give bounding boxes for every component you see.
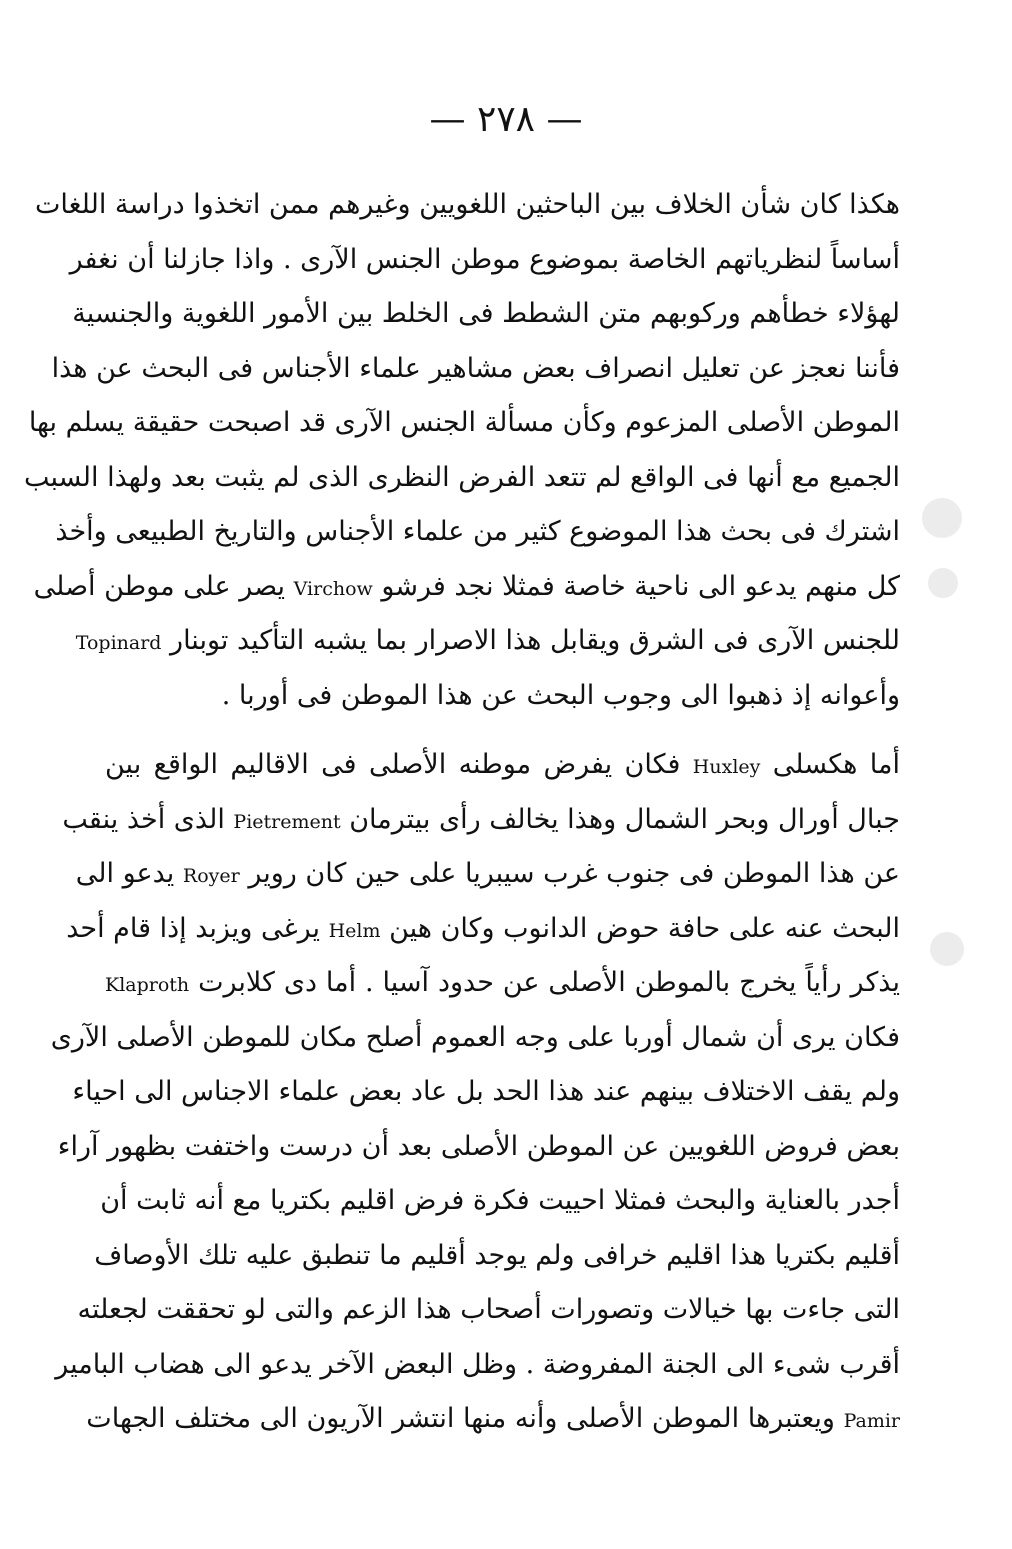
text-line: لهؤلاء خطأهم وركوبهم متن الشطط فى الخلط بين الأمور اللغوية والجنسية bbox=[72, 298, 900, 329]
text-line: الجميع مع أنها فى الواقع لم تتعد الفرض النظرى الذى لم يثبت بعد ولهذا السبب bbox=[24, 461, 900, 493]
latin-name: Pietrement bbox=[233, 810, 341, 833]
text-line: أجدر بالعناية والبحث فمثلا احييت فكرة فرض اقليم بكتريا مع أنه ثابت أن bbox=[100, 1185, 900, 1216]
latin-name: Huxley bbox=[692, 756, 761, 778]
text-line: اشترك فى بحث هذا الموضوع كثير من علماء الأجناس والتاريخ الطبيعى وأخذ bbox=[55, 516, 900, 547]
text-line: كل منهم يدعو الى ناحية خاصة فمثلا نجد فرشو Virchow يصر على موطن أصلى bbox=[33, 570, 900, 602]
text-line: وأعوانه إذ ذهبوا الى وجوب البحث عن هذا الموطن فى أوربا . bbox=[221, 679, 900, 711]
text-line: ولم يقف الاختلاف بينهم عند هذا الحد بل عاد بعض علماء الاجناس الى احياء bbox=[72, 1076, 900, 1107]
latin-name: Helm bbox=[328, 919, 381, 942]
text-line: هكذا كان شأن الخلاف بين الباحثين اللغويين وغيرهم ممن اتخذوا دراسة اللغات bbox=[35, 189, 900, 220]
margin-smudge bbox=[928, 568, 958, 598]
text-line: فأننا نعجز عن تعليل انصراف بعض مشاهير علماء الأجناس فى البحث عن هذا bbox=[51, 352, 900, 384]
text-line: يذكر رأياً يخرج بالموطن الأصلى عن حدود آسيا . أما دى كلابرت Klaproth bbox=[105, 967, 900, 998]
text-line: جبال أورال وبحر الشمال وهذا يخالف رأى بيترمان Pietrement الذى أخذ ينقب bbox=[62, 803, 900, 835]
text-line: أقرب شىء الى الجنة المفروضة . وظل البعض الآخر يدعو الى هضاب البامير bbox=[55, 1348, 900, 1380]
text-line: فكان يرى أن شمال أوربا على وجه العموم أصلح مكان للموطن الأصلى الآرى bbox=[50, 1021, 900, 1053]
latin-name: Topinard bbox=[75, 632, 162, 654]
latin-name: Royer bbox=[182, 865, 240, 887]
latin-name: Pamir bbox=[843, 1410, 900, 1432]
text-line: التى جاءت بها خيالات وتصورات أصحاب هذا الزعم والتى لو تحققت لجعلته bbox=[77, 1294, 900, 1325]
text-line: الموطن الأصلى المزعوم وكأن مسألة الجنس الآرى قد اصبحت حقيقة يسلم بها bbox=[28, 407, 900, 438]
text-line: أقليم بكتريا هذا اقليم خرافى ولم يوجد أقليم ما تنطبق عليه تلك الأوصاف bbox=[94, 1239, 900, 1271]
text-line: Pamir ويعتبرها الموطن الأصلى وأنه منها انتشر الآريون الى مختلف الجهات bbox=[86, 1403, 900, 1434]
text-line: بعض فروض اللغويين عن الموطن الأصلى بعد أن درست واختفت بظهور آراء bbox=[57, 1130, 900, 1162]
paragraph-2 bbox=[50, 738, 900, 1447]
text-line: البحث عنه على حافة حوض الدانوب وكان هين Helm يرغى ويزبد إذا قام أحد bbox=[66, 912, 900, 944]
latin-name: Virchow bbox=[293, 577, 373, 600]
margin-smudge bbox=[922, 498, 962, 538]
margin-smudge bbox=[930, 932, 964, 966]
text-line: أما هكسلى Huxley فكان يفرض موطنه الأصلى فى الاقاليم الواقع بين bbox=[105, 749, 900, 780]
text-line: للجنس الآرى فى الشرق ويقابل هذا الاصرار بما يشبه التأكيد توبنار Topinard bbox=[75, 625, 900, 656]
text-line: عن هذا الموطن فى جنوب غرب سيبريا على حين كان روير Royer يدعو الى bbox=[75, 858, 900, 889]
paragraph-1 bbox=[24, 178, 900, 723]
latin-name: Klaproth bbox=[105, 974, 190, 996]
page-number: — ٢٧٨ — bbox=[429, 99, 583, 140]
text-line: أساساً لنظرياتهم الخاصة بموضوع موطن الجنس الآرى . واذا جازلنا أن نغفر bbox=[69, 243, 900, 275]
